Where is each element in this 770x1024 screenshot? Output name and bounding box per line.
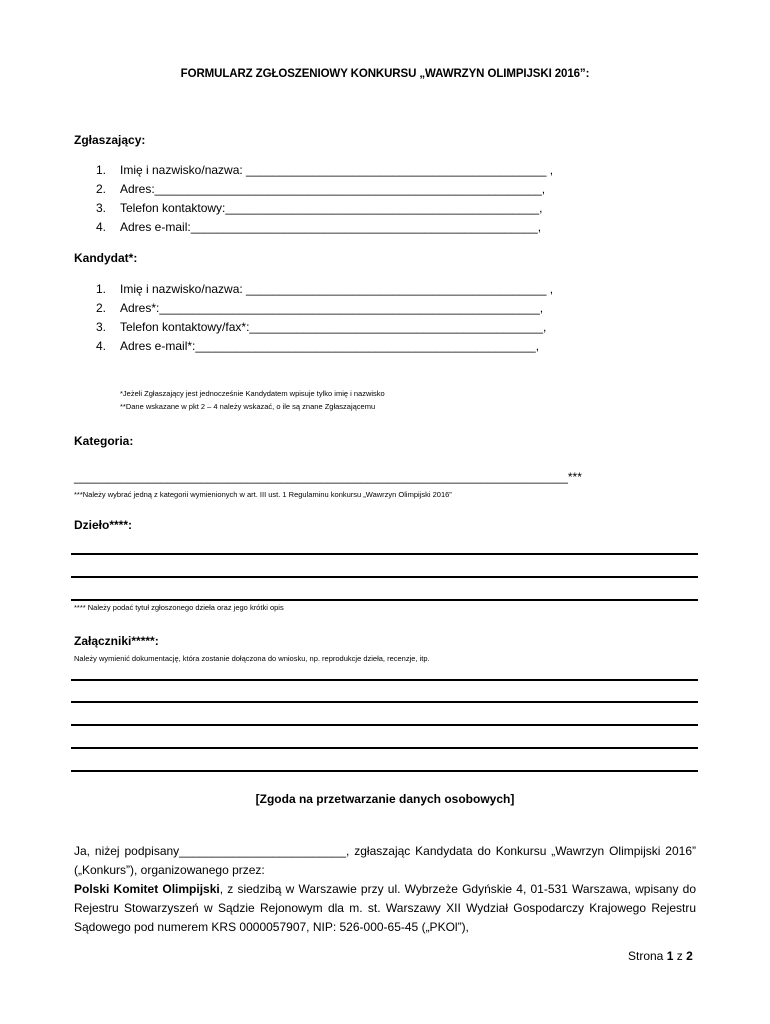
page-separator: z — [673, 949, 687, 963]
category-heading: Kategoria: — [74, 434, 134, 448]
category-footnote: ***Należy wybrać jedną z kategorii wymienionych w art. III ust. 1 Regulaminu konkursu „Wawrzyn Olimpijski 2016” — [74, 490, 452, 499]
applicant-item-number: 2. — [96, 182, 107, 196]
footnote-2: **Dane wskazane w pkt 2 – 4 należy wskazać, o ile są znane Zgłaszającemu — [120, 402, 376, 411]
applicant-item-number: 1. — [96, 163, 107, 177]
work-line-2[interactable] — [71, 576, 698, 578]
candidate-item-number: 1. — [96, 282, 107, 296]
candidate-item-number: 4. — [96, 339, 107, 353]
candidate-email-field[interactable]: Adres e-mail*:___________________________________________________, — [120, 339, 540, 353]
work-footnote: **** Należy podać tytuł zgłoszonego dzieła oraz jego krótki opis — [74, 603, 284, 612]
category-field[interactable]: __________________________________________________________________________*** — [74, 470, 582, 484]
attachments-line-2[interactable] — [71, 701, 698, 703]
page-number — [628, 949, 693, 963]
organizer-name: Polski Komitet Olimpijski — [74, 882, 220, 896]
candidate-heading: Kandydat*: — [74, 251, 138, 265]
consent-heading: [Zgoda na przetwarzanie danych osobowych] — [255, 792, 515, 806]
attachments-line-3[interactable] — [71, 724, 698, 726]
attachments-heading: Załączniki*****: — [74, 634, 159, 648]
attachments-note: Należy wymienić dokumentację, która zostanie dołączona do wniosku, np. reprodukcje dzieła, recenzje, itp. — [74, 654, 430, 663]
candidate-phone-fax-field[interactable]: Telefon kontaktowy/fax*:____________________________________________, — [120, 320, 547, 334]
current-page: 1 — [666, 949, 674, 963]
consent-paragraph-2 — [74, 880, 696, 937]
attachments-line-1[interactable] — [71, 679, 698, 681]
candidate-name-field[interactable]: Imię i nazwisko/nazwa: _____________________________________________ , — [120, 282, 554, 296]
applicant-heading: Zgłaszający: — [74, 133, 146, 147]
applicant-address-field[interactable]: Adres:__________________________________________________________, — [120, 182, 546, 196]
candidate-item-number: 3. — [96, 320, 107, 334]
applicant-phone-field[interactable]: Telefon kontaktowy:_______________________________________________, — [120, 201, 543, 215]
organizer-details: , z siedzibą w Warszawie przy ul. Wybrzeże Gdyńskie 4, 01-531 Warszawa, wpisany do Rejestru Stowarzyszeń w Sądzie Rejonowym dla m. st. Warszawy XII Wydział Gospodarczy Krajowego Rejestru Sądowego pod numerem KRS 0000057907, NIP: 526-000-65-45 („PKOl”), — [74, 882, 696, 934]
work-line-3[interactable] — [71, 599, 698, 601]
applicant-email-field[interactable]: Adres e-mail:____________________________________________________, — [120, 220, 542, 234]
applicant-item-number: 3. — [96, 201, 107, 215]
total-pages: 2 — [686, 949, 693, 963]
applicant-name-field[interactable]: Imię i nazwisko/nazwa: _____________________________________________ , — [120, 163, 554, 177]
footnote-1: *Jeżeli Zgłaszający jest jednocześnie Kandydatem wpisuje tylko imię i nazwisko — [120, 389, 385, 398]
consent-paragraph-1: Ja, niżej podpisany_________________________, zgłaszając Kandydata do Konkursu „Wawrzyn Olimpijski 2016” („Konkurs”), organizowanego przez: — [74, 844, 696, 877]
page-label: Strona — [628, 949, 667, 963]
attachments-line-4[interactable] — [71, 747, 698, 749]
attachments-line-5[interactable] — [71, 770, 698, 772]
applicant-item-number: 4. — [96, 220, 107, 234]
candidate-item-number: 2. — [96, 301, 107, 315]
work-heading: Dzieło****: — [74, 518, 133, 532]
candidate-address-field[interactable]: Adres*:_________________________________________________________, — [120, 301, 544, 315]
form-title: FORMULARZ ZGŁOSZENIOWY KONKURSU „WAWRZYN OLIMPIJSKI 2016”: — [180, 68, 590, 80]
work-line-1[interactable] — [71, 553, 698, 555]
